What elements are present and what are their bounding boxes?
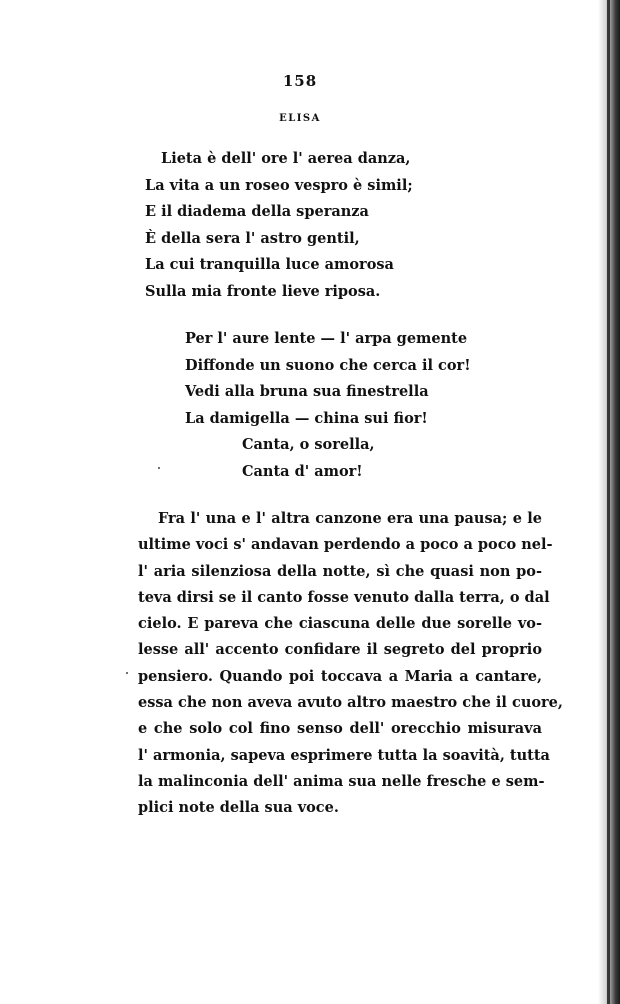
verse-line: Lieta è dell' ore l' aerea danza, [161,150,411,167]
verse-line: Vedi alla bruna sua finestrella [185,383,429,401]
page-number: 158 [282,72,318,90]
prose-line: Fra l' una e l' altra canzone era una pausa; e le [158,510,542,527]
verse-line: La vita a un roseo vespro è simil; [145,176,413,194]
page-edge-line [607,0,610,1004]
verse-line: Diffonde un suono che cerca il cor! [185,356,471,374]
prose-line: l' aria silenziosa della notte, sì che quasi non po- [138,562,542,580]
verse-line: La damigella — china sui fior! [185,409,428,427]
prose-paragraph [138,506,563,822]
verse-line: Per l' aure lente — l' arpa gemente [185,330,468,347]
verse-line: Canta d' amor! [242,462,363,480]
prose-line: pensiero. Quando poi toccava a Maria a cantare, [138,667,542,685]
prose-line: essa che non aveva avuto altro maestro che il cuore, [138,694,563,712]
print-speck [158,467,160,469]
poem-stanza-2 [185,326,471,486]
prose-line: teva dirsi se il canto fosse venuto dalla terra, o dal [138,588,550,606]
prose-line: l' armonia, sapeva esprimere tutta la soavità, tutta [138,746,550,764]
print-speck [126,672,128,674]
verse-line: Sulla mia fronte lieve riposa. [145,282,381,300]
prose-line: e che solo col fino senso dell' orecchio misurava [138,720,542,738]
prose-line: la malinconia dell' anima sua nelle fresche e sem- [138,772,545,790]
prose-line: cielo. E pareva che ciascuna delle due sorelle vo- [138,615,542,633]
verse-line: È della sera l' astro gentil, [145,229,360,247]
verse-line: Canta, o sorella, [242,436,375,454]
poem-stanza-1 [145,146,413,306]
verse-line: La cui tranquilla luce amorosa [145,256,394,274]
running-title: ELISA [279,113,321,124]
verse-line: E il diadema della speranza [145,203,369,221]
prose-line: plici note della sua voce. [138,799,339,817]
prose-line: lesse all' accento confidare il segreto del proprio [138,641,542,659]
prose-line: ultime voci s' andavan perdendo a poco a poco nel- [138,536,553,554]
